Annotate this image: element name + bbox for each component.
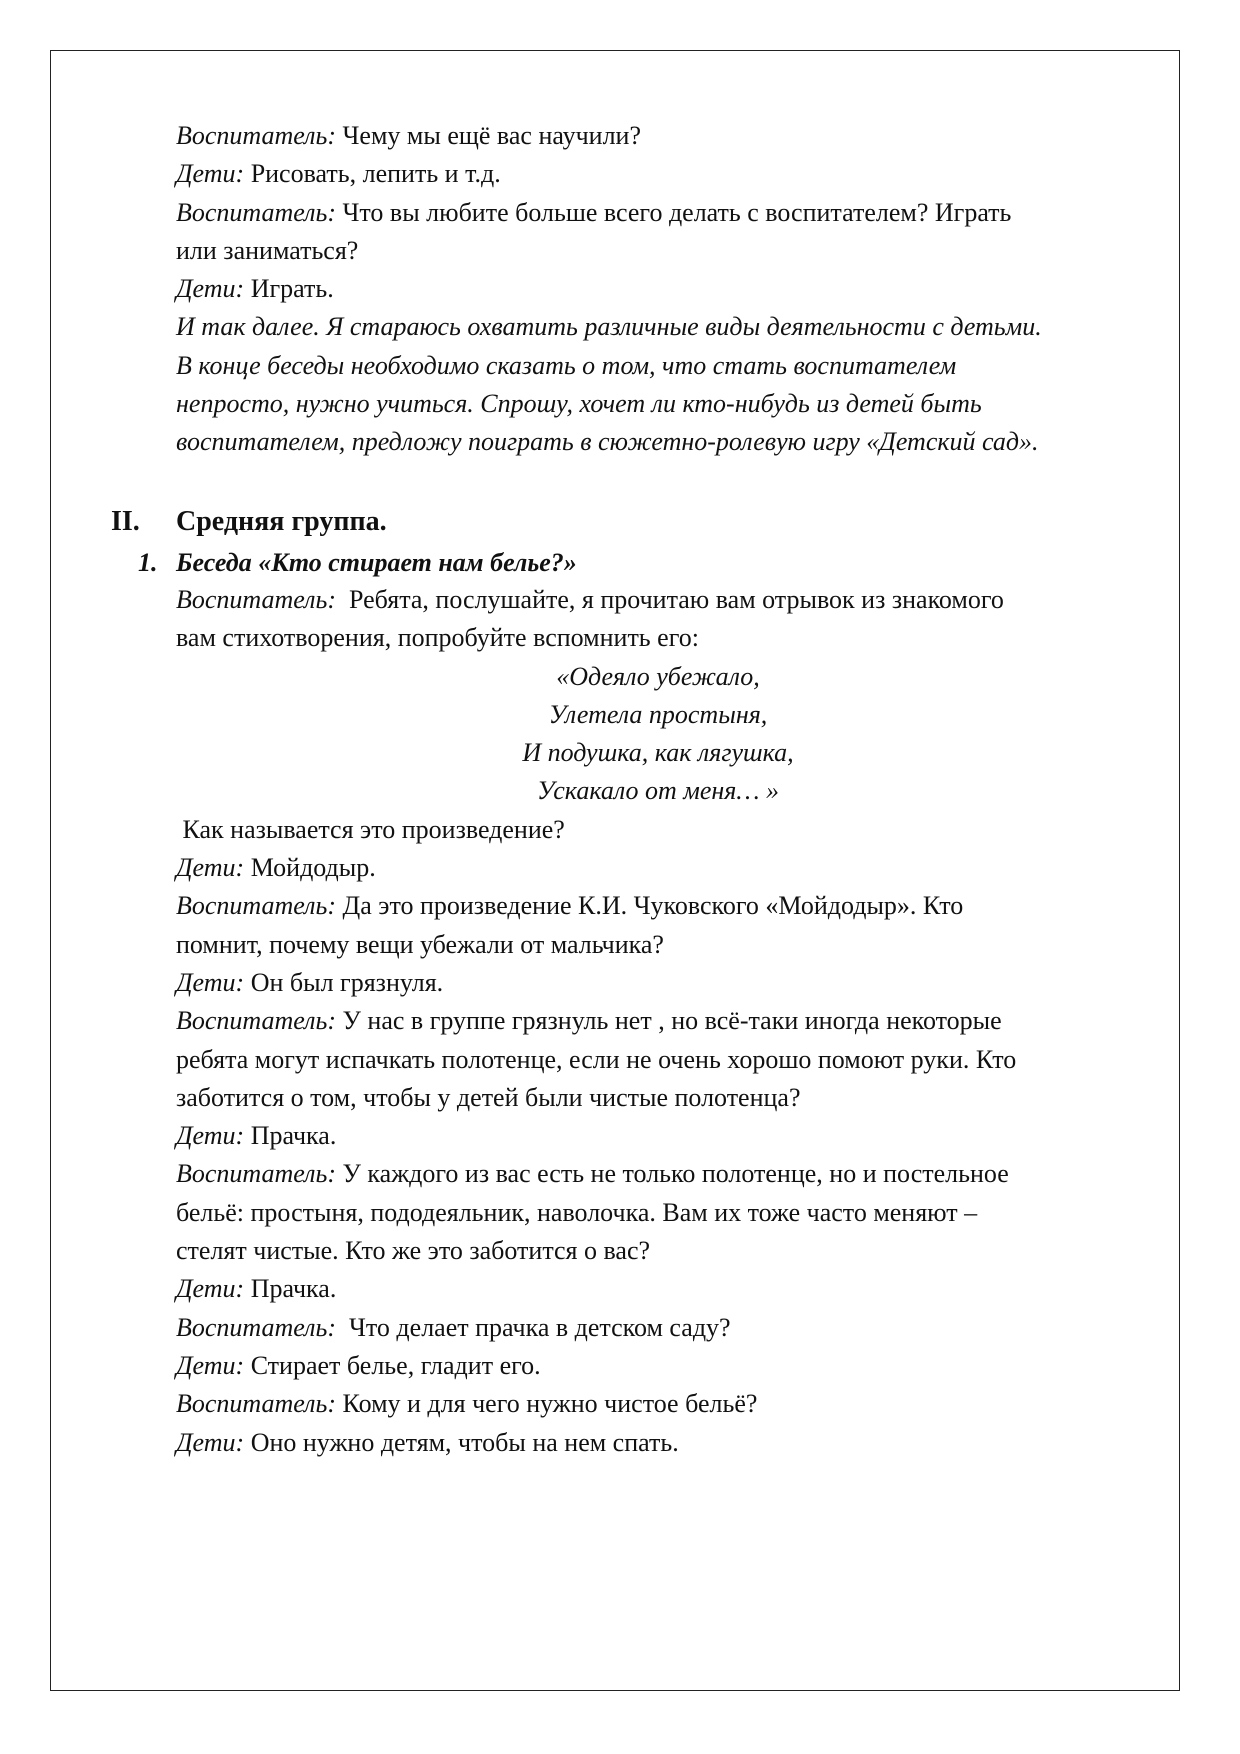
- text-line: И так далее. Я стараюсь охватить различные виды деятельности с детьми.: [176, 312, 1042, 342]
- text-line: [176, 811, 1140, 849]
- subsection-number: 1.: [138, 548, 158, 577]
- speaker-label: Воспитатель:: [176, 121, 337, 150]
- utterance-text: Мойдодыр.: [244, 853, 376, 883]
- text-line: [176, 1270, 1140, 1308]
- speaker-label: Воспитатель:: [176, 1006, 337, 1036]
- speaker-label: Дети:: [176, 967, 245, 997]
- section-title: Средняя группа.: [176, 506, 387, 537]
- utterance-text: Что вы любите больше всего делать с воспитателем? Играть: [336, 197, 1012, 227]
- utterance-text: стелят чистые. Кто же это заботится о вас?: [176, 1236, 651, 1266]
- text-line: [176, 1194, 1140, 1232]
- speaker-label: Дети:: [176, 274, 245, 304]
- text-line: [176, 1002, 1140, 1040]
- speaker-label: Дети:: [176, 159, 245, 189]
- utterance-text: Прачка.: [244, 1274, 337, 1304]
- text-line: [176, 926, 1140, 964]
- utterance-text: Он был грязнуля.: [244, 967, 444, 997]
- text-line: [176, 1232, 1140, 1270]
- subsection-heading: [138, 544, 577, 582]
- speaker-label: Дети:: [176, 1427, 245, 1457]
- speaker-label: Воспитатель:: [176, 1389, 337, 1419]
- text-line: воспитателем, предложу поиграть в сюжетно-ролевую игру «Детский сад».: [176, 427, 1039, 457]
- utterance-text: помнит, почему вещи убежали от мальчика?: [176, 929, 664, 959]
- text-line: [176, 887, 1140, 925]
- utterance-text: Да это произведение К.И. Чуковского «Мойдодыр». Кто: [336, 891, 964, 921]
- text-line: [176, 581, 1140, 619]
- text-line: И подушка, как лягушка,: [522, 738, 794, 768]
- utterance-text: Что делает прачка в детском саду?: [336, 1312, 731, 1342]
- utterance-text: заботится о том, чтобы у детей были чистые полотенца?: [176, 1082, 801, 1112]
- dialogue-block-1: [176, 117, 1140, 462]
- text-line: [176, 1309, 1140, 1347]
- utterance-text: У каждого из вас есть не только полотенце, но и постельное: [336, 1159, 1009, 1189]
- utterance-text: Ребята, послушайте, я прочитаю вам отрывок из знакомого: [336, 585, 1004, 614]
- utterance-text: ребята могут испачкать полотенце, если не очень хорошо помоют руки. Кто: [176, 1044, 1017, 1074]
- text-line: [176, 1079, 1140, 1117]
- text-line: [176, 1385, 1140, 1423]
- utterance-text: Прачка.: [244, 1121, 337, 1151]
- speaker-label: Дети:: [176, 1121, 245, 1151]
- utterance-text: Кому и для чего нужно чистое бельё?: [336, 1389, 758, 1419]
- speaker-label: Воспитатель:: [176, 585, 337, 614]
- speaker-label: Дети:: [176, 1274, 245, 1304]
- text-line: Ускакало от меня… »: [536, 776, 779, 806]
- text-line: [176, 1347, 1140, 1385]
- utterance-text: Оно нужно детям, чтобы на нем спать.: [244, 1427, 679, 1457]
- text-line: [176, 1041, 1140, 1079]
- utterance-text: Как называется это произведение?: [176, 814, 565, 844]
- text-line: [176, 117, 1140, 155]
- utterance-text: Играть.: [244, 274, 334, 304]
- text-line: [176, 194, 1140, 232]
- utterance-text: бельё: простыня, пододеяльник, наволочка. Вам их тоже часто меняют –: [176, 1197, 978, 1227]
- utterance-text: Чему мы ещё вас научили?: [336, 121, 641, 150]
- text-line: [176, 1155, 1140, 1193]
- text-line: [176, 232, 1140, 270]
- text-line: [176, 619, 1140, 657]
- speaker-label: Воспитатель:: [176, 891, 337, 921]
- text-line: непросто, нужно учиться. Спрошу, хочет ли кто-нибудь из детей быть: [176, 389, 982, 419]
- text-line: [176, 1117, 1140, 1155]
- speaker-label: Воспитатель:: [176, 1312, 337, 1342]
- utterance-text: или заниматься?: [176, 235, 359, 265]
- speaker-label: Дети:: [176, 1350, 245, 1380]
- dialogue-block-2: [176, 581, 1140, 1462]
- speaker-label: Воспитатель:: [176, 1159, 337, 1189]
- utterance-text: Рисовать, лепить и т.д.: [244, 159, 501, 189]
- speaker-label: Воспитатель:: [176, 197, 337, 227]
- text-line: [176, 849, 1140, 887]
- utterance-text: Стирает белье, гладит его.: [244, 1350, 541, 1380]
- text-line: Улетела простыня,: [548, 699, 768, 729]
- text-line: [176, 270, 1140, 308]
- utterance-text: вам стихотворения, попробуйте вспомнить его:: [176, 623, 699, 653]
- text-line: В конце беседы необходимо сказать о том, что стать воспитателем: [176, 350, 957, 380]
- utterance-text: У нас в группе грязнуль нет , но всё-таки иногда некоторые: [336, 1006, 1002, 1036]
- text-line: [176, 964, 1140, 1002]
- speaker-label: Дети:: [176, 853, 245, 883]
- text-line: [176, 1424, 1140, 1462]
- section-number: II.: [111, 506, 140, 537]
- section-heading: [111, 503, 387, 541]
- subsection-title: Беседа «Кто стирает нам белье?»: [176, 548, 577, 577]
- text-line: «Одеяло убежало,: [556, 661, 760, 691]
- text-line: [176, 155, 1140, 193]
